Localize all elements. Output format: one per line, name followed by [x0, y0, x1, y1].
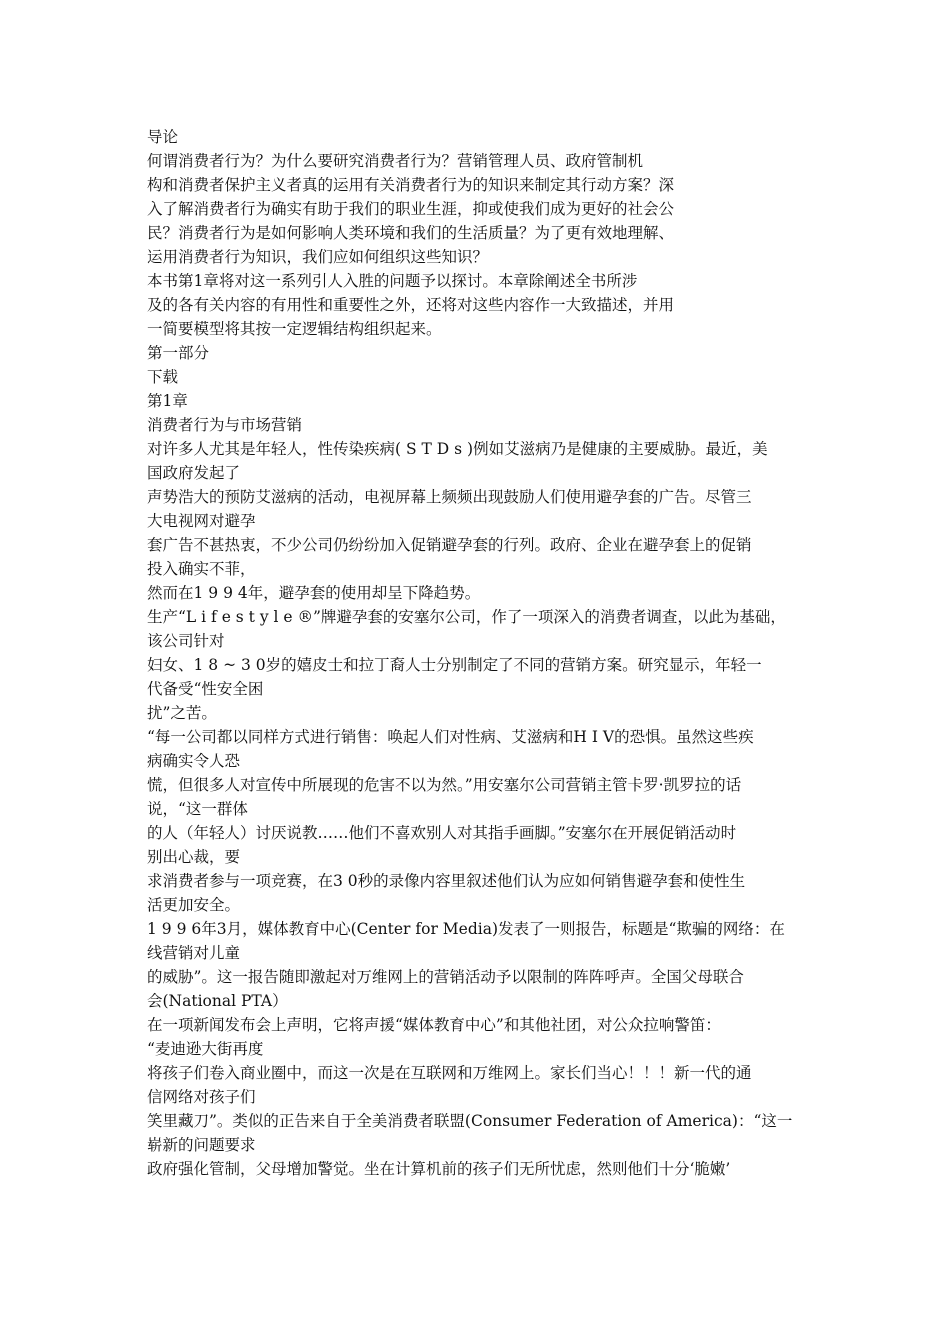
text-line: 活更加安全。 [147, 896, 241, 914]
text-line: 求消费者参与一项竞赛，在3 0秒的录像内容里叙述他们认为应如何销售避孕套和使性生 [147, 872, 746, 890]
text-line: 说，“这一群体 [147, 800, 248, 818]
text-line: 构和消费者保护主义者真的运用有关消费者行为的知识来制定其行动方案？深 [147, 176, 675, 194]
text-line: 病确实令人恐 [147, 752, 241, 770]
text-line: 笑里藏刀”。类似的正告来自于全美消费者联盟(Consumer Federation of America)：“这一 [147, 1112, 793, 1130]
text-line: 的人（年轻人）讨厌说教……他们不喜欢别人对其指手画脚。”安塞尔在开展促销活动时 [147, 824, 737, 842]
text-line: 扰”之苦。 [147, 704, 217, 722]
text-line: 将孩子们卷入商业圈中，而这一次是在互联网和万维网上。家长们当心！！！新一代的通 [147, 1064, 752, 1082]
text-line: 的威胁”。这一报告随即激起对万维网上的营销活动予以限制的阵阵呼声。全国父母联合 [147, 968, 744, 986]
text-line: 对许多人尤其是年轻人，性传染疾病( S T D s )例如艾滋病乃是健康的主要威胁。最近，美 [147, 440, 768, 458]
text-line: “每一公司都以同样方式进行销售：唤起人们对性病、艾滋病和H I V的恐惧。虽然这些疾 [147, 728, 754, 746]
document-body [147, 125, 815, 1181]
text-line: 消费者行为与市场营销 [147, 416, 303, 434]
text-line: 生产“L i f e s t y l e ®”牌避孕套的安塞尔公司，作了一项深入的消费者调查，以此为基础， [147, 608, 786, 626]
text-line: 套广告不甚热衷，不少公司仍纷纷加入促销避孕套的行列。政府、企业在避孕套上的促销 [147, 536, 752, 554]
text-line: 导论 [147, 128, 179, 146]
text-line: 1 9 9 6年3月，媒体教育中心(Center for Media)发表了一则报告，标题是“欺骗的网络：在 [147, 920, 785, 938]
text-line: 慌，但很多人对宣传中所展现的危害不以为然。”用安塞尔公司营销主管卡罗·凯罗拉的话 [147, 776, 742, 794]
text-line: 崭新的问题要求 [147, 1136, 256, 1154]
text-line: 投入确实不菲， [147, 560, 256, 578]
text-line: 声势浩大的预防艾滋病的活动，电视屏幕上频频出现鼓励人们使用避孕套的广告。尽管三 [147, 488, 752, 506]
text-line: 会(National PTA） [147, 992, 288, 1010]
text-line: 入了解消费者行为确实有助于我们的职业生涯，抑或使我们成为更好的社会公 [147, 200, 675, 218]
text-line: 第一部分 [147, 344, 210, 362]
text-line: 民？消费者行为是如何影响人类环境和我们的生活质量？为了更有效地理解、 [147, 224, 675, 242]
text-line: 该公司针对 [147, 632, 225, 650]
text-line: 妇女、1 8 ~ 3 0岁的嬉皮士和拉丁裔人士分别制定了不同的营销方案。研究显示，年轻一 [147, 656, 762, 674]
text-line: 政府强化管制，父母增加警觉。坐在计算机前的孩子们无所忧虑，然则他们十分‘脆嫩’ [147, 1160, 731, 1178]
text-line: 信网络对孩子们 [147, 1088, 256, 1106]
text-line: 别出心裁，要 [147, 848, 241, 866]
text-line: 代备受“性安全困 [147, 680, 264, 698]
text-line: 一简要模型将其按一定逻辑结构组织起来。 [147, 320, 442, 338]
text-line: 何谓消费者行为？为什么要研究消费者行为？营销管理人员、政府管制机 [147, 152, 644, 170]
text-line: 大电视网对避孕 [147, 512, 256, 530]
text-line: 第1章 [147, 392, 188, 410]
text-line: 本书第1章将对这一系列引人入胜的问题予以探讨。本章除阐述全书所涉 [147, 272, 638, 290]
text-line: 在一项新闻发布会上声明，它将声援“媒体教育中心”和其他社团，对公众拉响警笛： [147, 1016, 721, 1034]
text-line: “麦迪逊大街再度 [147, 1040, 264, 1058]
text-line: 运用消费者行为知识，我们应如何组织这些知识？ [147, 248, 489, 266]
text-line: 线营销对儿童 [147, 944, 241, 962]
text-line: 然而在1 9 9 4年，避孕套的使用却呈下降趋势。 [147, 584, 481, 602]
text-line: 及的各有关内容的有用性和重要性之外，还将对这些内容作一大致描述，并用 [147, 296, 675, 314]
text-line: 国政府发起了 [147, 464, 241, 482]
text-line: 下载 [147, 368, 179, 386]
